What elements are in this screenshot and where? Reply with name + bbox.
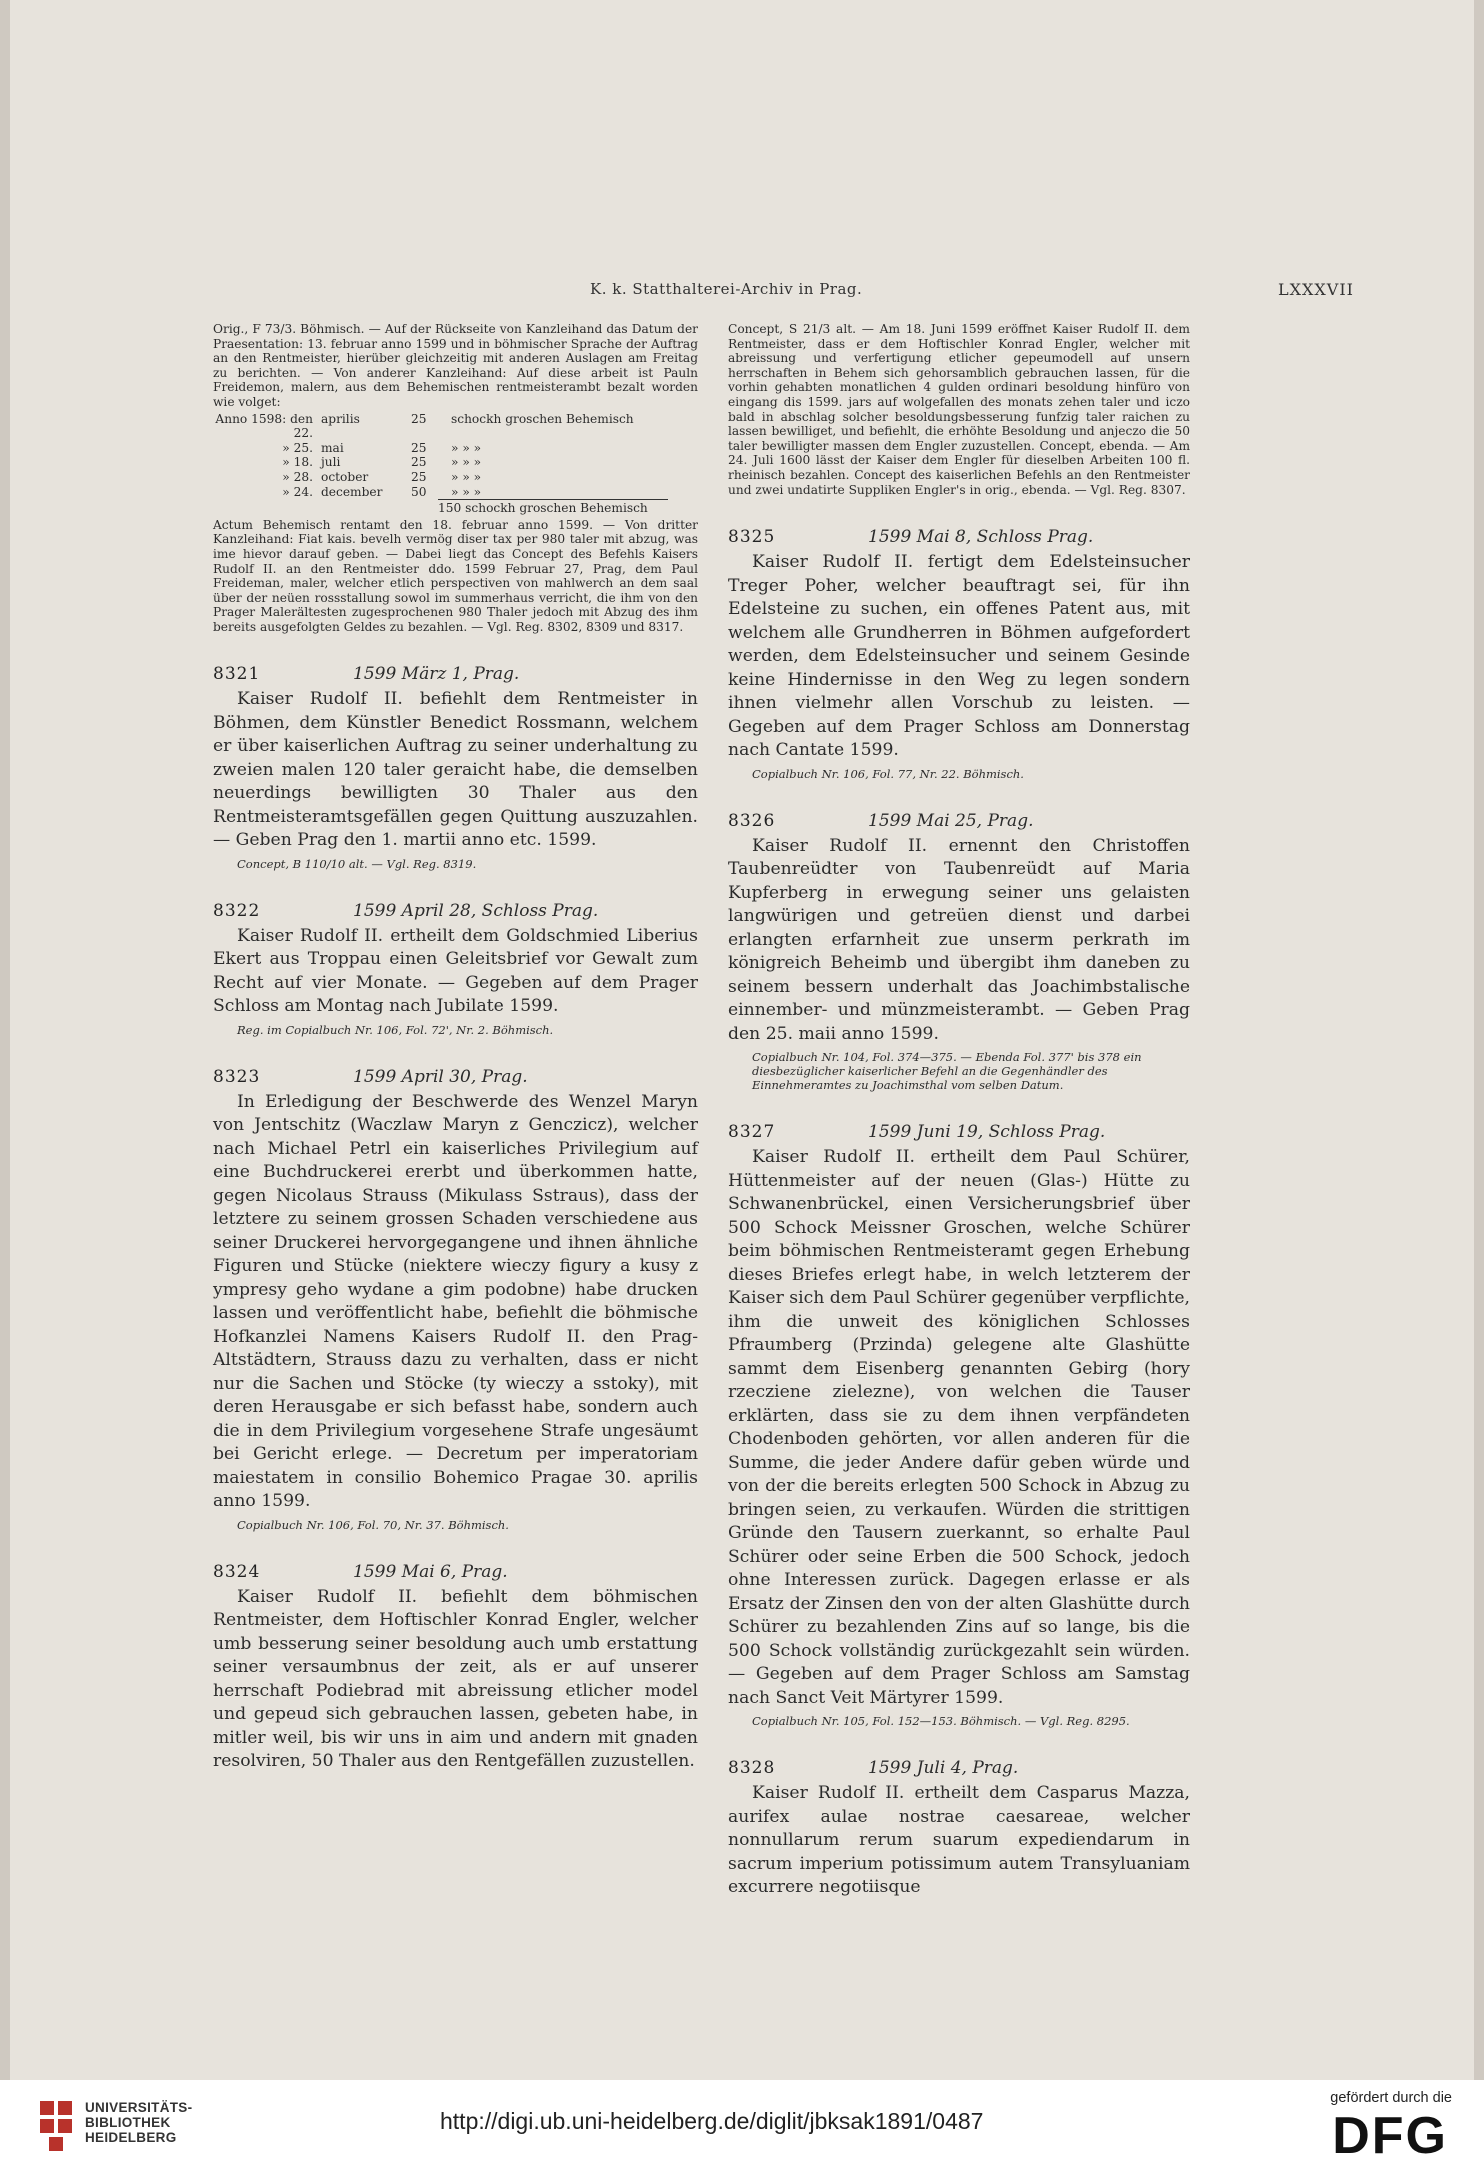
- entry-body: Kaiser Rudolf II. ertheilt dem Goldschmied Liberius Ekert aus Troppau einen Geleitsbrief vor Gewalt zum Recht auf vier Monate. — Gegeben auf dem Prager Schloss am Montag nach Jubilate 1599.: [213, 925, 698, 1017]
- header-title: K. k. Statthalterei-Archiv in Prag.: [590, 280, 863, 298]
- entry-body: Kaiser Rudolf II. ertheilt dem Paul Schürer, Hüttenmeister auf der neuen (Glas-) Hütte zu Schwanenbrückel, einen Versicherungsbrief über 500 Schock Meissner Groschen, welche Schürer beim böhmischen Rentmeisteramt gegen Erhebung dieses Briefes erlegt habe, in welch letzterem der Kaiser sich dem Paul Schürer gegenüber verpflichte, ihm die unweit des königlichen Schlosses Pfraumberg (Przinda) gelegene alte Glashütte sammt dem Eisenberg genannten Gebirg (hory rzecziene zielezne), von welchen die Tauser erklärten, dass sie zu dem ihnen verpfändeten Chodenboden gehörten, vor allen anderen für die Summe, die jeder Andere dafür geben würde und von der die bereits erlegten 500 Schock in Abzug zu bringen seien, zu verkaufen. Würden die strittigen Gründe den Tausern zuerkannt, so erhalte Paul Schürer oder seine Erben die 500 Schock, jedoch ohne Interessen zurück. Dagegen erlasse er als Ersatz der Zinsen den von der alten Glashütte durch Schürer zu bezahlenden Zins auf so lange, bis die 500 Schock vollständig zurückgezahlt sein würden. — Gegeben auf dem Prager Schloss am Samstag nach Sanct Veit Märtyrer 1599.: [728, 1147, 1190, 1708]
- table-row: Anno 1598: den 22. aprilis 25 schockh groschen Behemisch: [215, 411, 634, 441]
- table-row: » 25. mai 25 » » »: [282, 440, 482, 455]
- entry-number: 8326: [728, 810, 776, 831]
- entry-date: 1599 März 1, Prag.: [353, 664, 520, 685]
- entry-source: Reg. im Copialbuch Nr. 106, Fol. 72', Nr. 2. Böhmisch.: [237, 1022, 554, 1037]
- entry-8327: [728, 1122, 1190, 1728]
- university-library-logo[interactable]: [38, 2095, 248, 2155]
- entry-number: 8327: [728, 1122, 776, 1143]
- entry-number: 8323: [213, 1066, 261, 1087]
- entry-source: Concept, B 110/10 alt. — Vgl. Reg. 8319.: [237, 856, 477, 871]
- entry-body: Kaiser Rudolf II. befiehlt dem Rentmeister in Böhmen, dem Künstler Benedict Rossmann, welchem er über kaiserlichen Auftrag zu seiner underhaltung zu zweien malen 120 taler geraicht habe, die demselben neuerdings bewilligten 30 Thaler aus den Rentmeisteramtsgefällen gegen Quittung auszuzahlen. — Geben Prag den 1. martii anno etc. 1599.: [213, 689, 698, 851]
- logo-line-1: UNIVERSITÄTS-: [85, 2100, 193, 2115]
- right-column: [728, 322, 1190, 1900]
- entry-number: 8324: [213, 1561, 261, 1582]
- logo-line-2: BIBLIOTHEK: [85, 2115, 171, 2130]
- ub-logo-icon: [38, 2097, 78, 2153]
- entry-number: 8325: [728, 527, 776, 548]
- entry-date: 1599 Juni 19, Schloss Prag.: [868, 1122, 1106, 1143]
- payment-table: [213, 412, 698, 516]
- entry-8321: [213, 664, 698, 871]
- entry-date: 1599 April 30, Prag.: [353, 1066, 528, 1087]
- entry-source: Copialbuch Nr. 105, Fol. 152—153. Böhmisch. — Vgl. Reg. 8295.: [752, 1714, 1130, 1729]
- entry-body: Kaiser Rudolf II. ertheilt dem Casparus Mazza, aurifex aulae nostrae caesareae, welcher nonnullarum rerum suarum expediendarum in sacrum imperium potissimum autem Transyluaniam excurrere negotiisque: [728, 1783, 1190, 1898]
- page-number: LXXXVII: [1278, 280, 1354, 299]
- entry-date: 1599 April 28, Schloss Prag.: [353, 900, 599, 921]
- intro-note-2: Actum Behemisch rentamt den 18. februar anno 1599. — Von dritter Kanzleihand: Fiat kais. bevelh vermög diser tax per 980 taler mit abzug, was ime hievor darauf geben. — Dabei liegt das Concept des Befehls Kaisers Rudolf II. an den Rentmeister ddo. 1599 Februar 27, Prag, dem Paul Freideman, maler, welcher etlich perspectiven von mahlwerch an dem saal über der neüen rossstallung sowol im summerhaus verricht, die ihm von den Prager Malerältesten zugesprochenen 980 Thaler jedoch mit Abzug des ihm bereits ausgefolgten Geldes zu bezahlen. — Vgl. Reg. 8302, 8309 und 8317.: [213, 517, 698, 634]
- entry-number: 8322: [213, 900, 261, 921]
- entry-8322: [213, 901, 698, 1037]
- entry-8326: [728, 811, 1190, 1093]
- left-column: [213, 322, 698, 1774]
- entry-body: Kaiser Rudolf II. ernennt den Christoffen Taubenreüdter von Taubenreüdt auf Maria Kupferberg in erwegung seiner uns gelaisten langwürigen und getreüen dienst und darbei erlangten erfarnheit zue unserm perkrath im königreich Beheimb und übergibt ihm daneben zu seinem bessern underhalt das Joachimbstalische einnember- und münzmeisterambt. — Geben Prag den 25. maii anno 1599.: [728, 835, 1190, 1044]
- entry-source: Copialbuch Nr. 106, Fol. 70, Nr. 37. Böhmisch.: [237, 1517, 509, 1532]
- entry-number: 8321: [213, 664, 261, 685]
- viewer-footer: [0, 2080, 1484, 2170]
- dfg-logo[interactable]: DFG: [1332, 2107, 1448, 2165]
- entry-body: Kaiser Rudolf II. befiehlt dem böhmischen Rentmeister, dem Hoftischler Konrad Engler, welcher umb besserung seiner besoldung auch umb erstattung seiner versaumbnus der zeit, als er auf unserer herrschaft Podiebrad mit abreissung etlicher model und gepeud sich gebrauchen lassen, gebeten habe, in mitler weil, bis wir uns in aim und andern mit gnaden resolviren, 50 Thaler aus den Rentgefällen zuzustellen.: [213, 1586, 698, 1772]
- table-sum: 150 schockh groschen Behemisch: [438, 499, 668, 516]
- table-row: » 28. october 25 » » »: [282, 469, 482, 484]
- table-row: » 18. juli 25 » » »: [282, 455, 482, 470]
- intro-note: Concept, S 21/3 alt. — Am 18. Juni 1599 eröffnet Kaiser Rudolf II. dem Rentmeister, dass er dem Hoftischler Konrad Engler, welcher mit abreissung und verfertigung etlicher gepeumodell auf unsern herrschaften in Behem sich gehorsamblich gebrauchen lassen, für die vorhin gehabten monatlichen 4 gulden ordinari besoldung hinfüro von eingang dis 1599. jars auf wolgefallen des monats zehen taler und iczo bald in abschlag solcher besoldungsbesserung funfzig taler raichen zu lassen bewilliget, und befiehlt, die erhöhte Besoldung und anjeczo die 50 taler bewilligter massen dem Engler zuzustellen. Concept, ebenda. — Am 24. Juli 1600 lässt der Kaiser dem Engler für dieselben Arbeiten 100 fl. rheinisch bezahlen. Concept des kaiserlichen Befehls an den Rentmeister und zwei undatirte Suppliken Engler's in orig., ebenda. — Vgl. Reg. 8307.: [728, 322, 1190, 497]
- entry-8325: [728, 527, 1190, 781]
- entry-body: Kaiser Rudolf II. fertigt dem Edelsteinsucher Treger Poher, welcher beauftragt sei, für ihn Edelsteine zu suchen, ein offenes Patent aus, mit welchem alle Grundherren in Böhmen aufgefordert werden, dem Edelsteinsucher und seinem Gesinde keine Hindernisse in den Weg zu legen sondern ihnen vielmehr allen Vorschub zu leisten. — Gegeben auf dem Prager Schloss am Donnerstag nach Cantate 1599.: [728, 552, 1190, 761]
- entry-8324: [213, 1562, 698, 1774]
- entry-date: 1599 Mai 6, Prag.: [353, 1561, 508, 1582]
- entry-body: In Erledigung der Beschwerde des Wenzel Maryn von Jentschitz (Waczlaw Maryn z Genczicz), welcher nach Michael Petrl ein kaiserliches Privilegium auf eine Buchdruckerei ererbt und überkommen hatte, gegen Nicolaus Strauss (Mikulass Sstraus), dass der letztere zu seinem grossen Schaden verschiedene aus seiner Druckerei hervorgegangene und ihnen ähnliche Figuren und Stücke (niektere wieczy figury a kusy z ympresy geho wydane a gim podobne) habe drucken lassen und veröffentlicht habe, befiehlt die böhmische Hofkanzlei Namens Kaisers Rudolf II. den Prag-Altstädtern, Strauss dazu zu verhalten, dass er nicht nur die Sachen und Stöcke (ty wieczy a sstoky), mit deren Herausgabe er sich befasst habe, sondern auch die in dem Privilegium vorgesehene Strafe ungesäumt bei Gericht erlege. — Decretum per imperatoriam maiestatem in consilio Bohemico Pragae 30. aprilis anno 1599.: [213, 1091, 698, 1512]
- entry-8323: [213, 1067, 698, 1532]
- table-row: » 24. december 50 » » »: [282, 484, 482, 499]
- intro-note: Orig., F 73/3. Böhmisch. — Auf der Rückseite von Kanzleihand das Datum der Praesentation: 13. februar anno 1599 und in böhmischer Sprache der Auftrag an den Rentmeister, hierüber gleichzeitig mit anderen Auslagen am Freitag zu berichten. — Von anderer Kanzleihand: Auf diese arbeit ist Pauln Freidemon, malern, aus dem Behemischen rentmeisterambt bezalt worden wie volget:: [213, 322, 698, 409]
- entry-source: Copialbuch Nr. 104, Fol. 374—375. — Ebenda Fol. 377' bis 378 ein diesbezüglicher kaiserlicher Befehl an die Gegenhändler des Einnehmeramtes zu Joachimsthal vom selben Datum.: [752, 1050, 1142, 1093]
- entry-date: 1599 Juli 4, Prag.: [868, 1758, 1019, 1779]
- entry-date: 1599 Mai 8, Schloss Prag.: [868, 527, 1094, 548]
- entry-number: 8328: [728, 1758, 776, 1779]
- funded-by-label: gefördert durch die: [1330, 2090, 1452, 2106]
- running-header: [590, 280, 1354, 304]
- entry-source: Copialbuch Nr. 106, Fol. 77, Nr. 22. Böhmisch.: [752, 766, 1024, 781]
- entry-8328: [728, 1758, 1190, 1900]
- entry-date: 1599 Mai 25, Prag.: [868, 810, 1034, 831]
- permalink-url[interactable]: http://digi.ub.uni-heidelberg.de/diglit/jbksak1891/0487: [440, 2108, 984, 2134]
- logo-line-3: HEIDELBERG: [85, 2130, 177, 2145]
